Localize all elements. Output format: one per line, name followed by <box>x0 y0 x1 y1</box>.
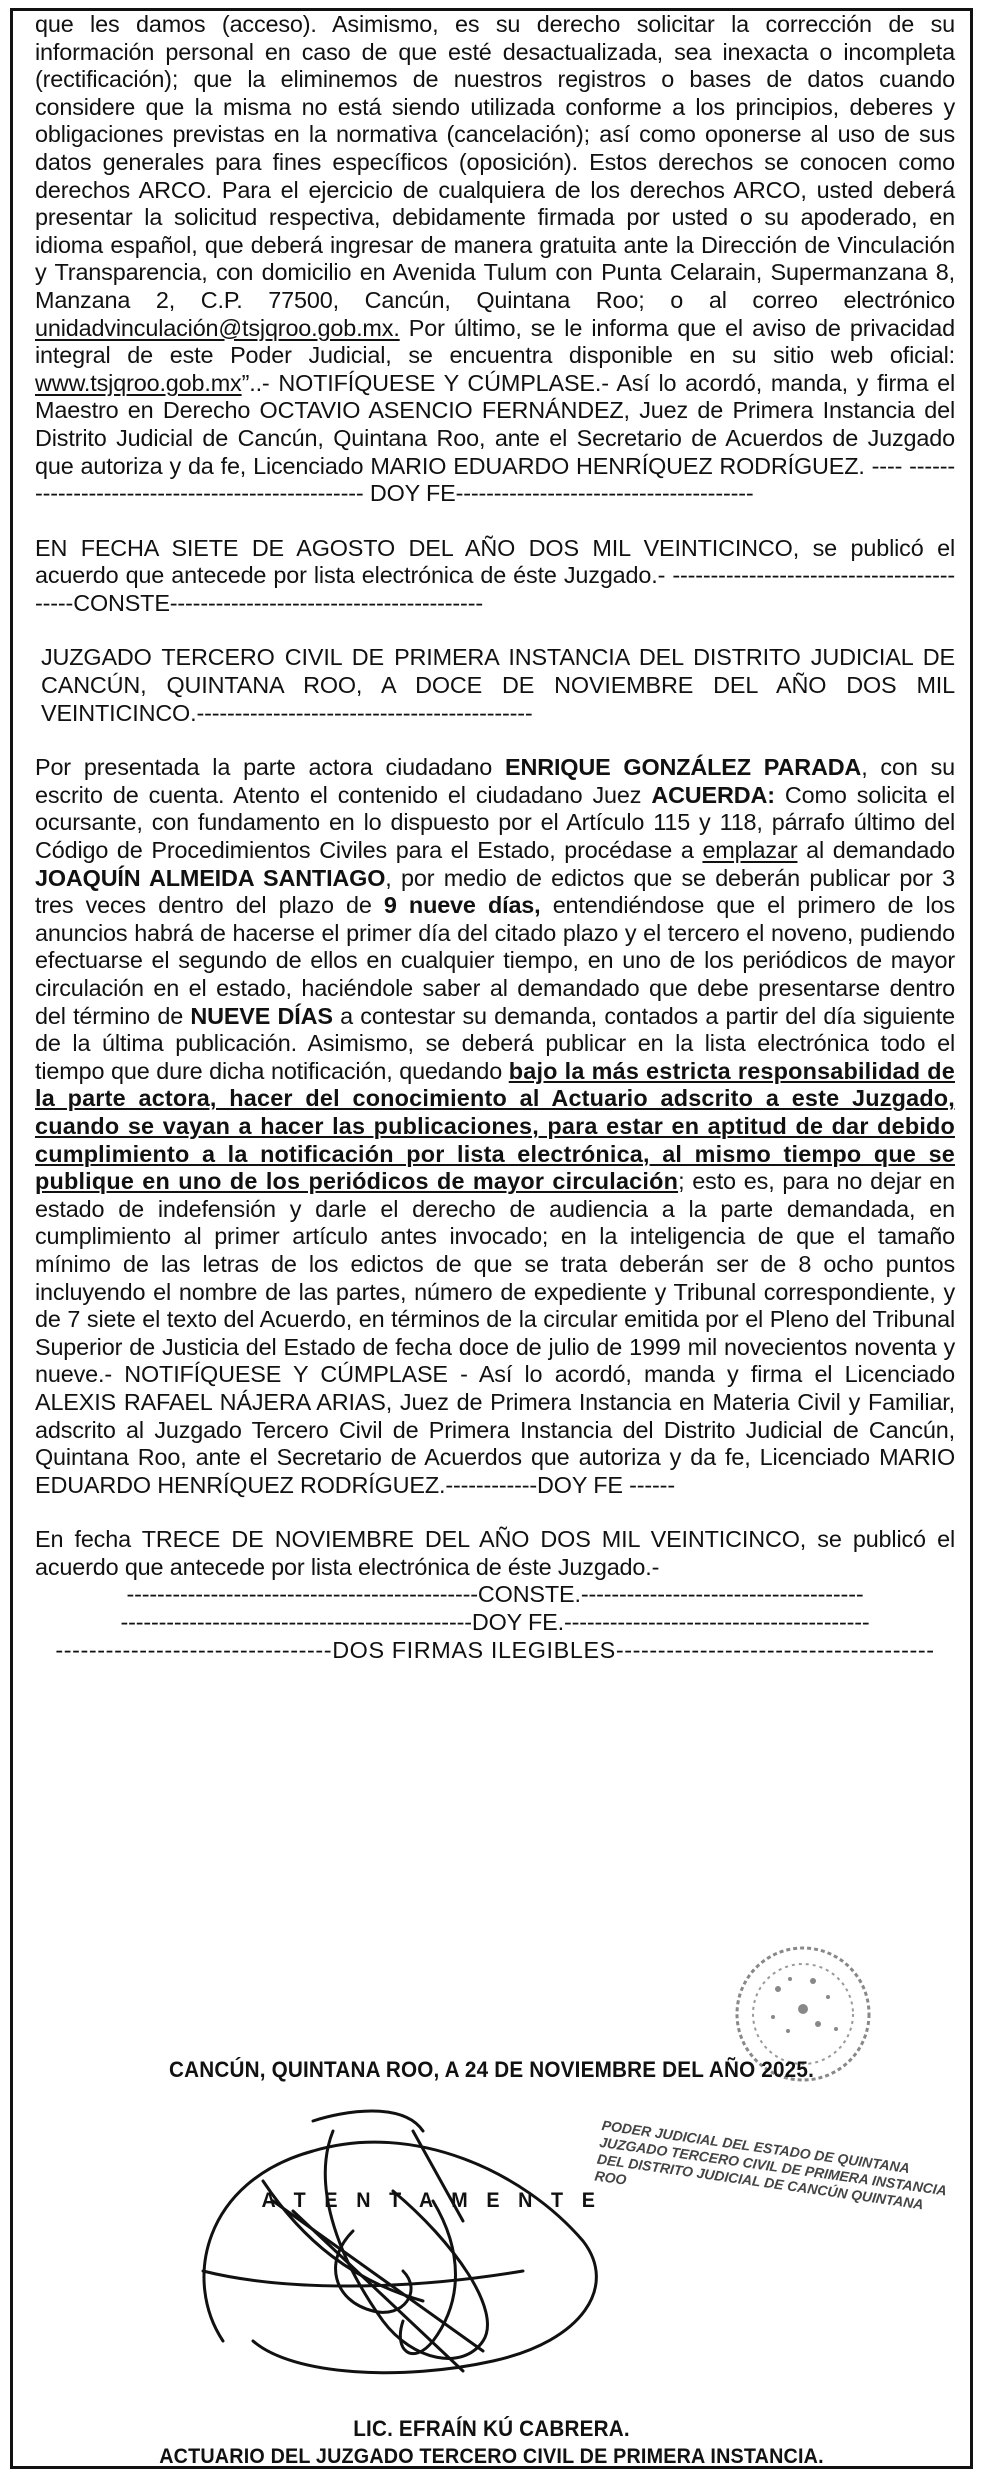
document-page <box>10 8 973 2469</box>
signature-icon <box>163 2091 633 2391</box>
paragraph-privacy: que les damos (acceso). Asimismo, es su derecho solicitar la corrección de su información personal en caso de que esté desactualizada, sea inexacta o incompleta (rectificación); que la eliminemos de nuestros registros o bases de datos cuando considere que la misma no está siendo utilizada conforme a los principios, deberes y obligaciones previstas en la normativa (cancelación); así como oponerse al uso de sus datos generales para fines específicos (oposición). Estos derechos se conocen como derechos ARCO. Para el ejercicio de cualquiera de los derechos ARCO, usted deberá presentar la solicitud respectiva, debidamente firmada por usted o su apoderado, en idioma español, que deberá ingresar de manera gratuita ante la Dirección de Vinculación y Transparencia, con domicilio en Avenida Tulum con Punta Celarain, Supermanzana 8, Manzana 2, C.P. 77500, Cancún, Quintana Roo; o al correo electrónico unidadvinculación@tsjqroo.gob.mx. Por último, se le informa que el aviso de privacidad integral de este Poder Judicial, se encuentra disponible en su sitio web oficial: www.tsjqroo.gob.mx”..- NOTIFÍQUESE Y CÚMPLASE.- Así lo acordó, manda, y firma el Maestro en Derecho OCTAVIO ASENCIO FERNÁNDEZ, Juez de Primera Instancia del Distrito Judicial de Cancún, Quintana Roo, ante el Secretario de Acuerdos de Juzgado que autoriza y da fe, Licenciado MARIO EDUARDO HENRÍQUEZ RODRÍGUEZ. ---- ------------------------------------------------- DOY FE--------------------------------------- <box>35 11 955 507</box>
doy-fe-line: ----------------------------------------------DOY FE.---------------------------------------- <box>120 1609 870 1636</box>
emplazar-word: emplazar <box>702 837 798 864</box>
defendant-name: JOAQUÍN ALMEIDA SANTIAGO <box>35 864 386 891</box>
actor-name: ENRIQUE GONZÁLEZ PARADA <box>505 754 862 781</box>
atentamente-label: A T E N T A M E N T E <box>261 2189 602 2212</box>
acuerda-label: ACUERDA: <box>651 781 775 808</box>
paragraph-court-heading: JUZGADO TERCERO CIVIL DE PRIMERA INSTANCIA DEL DISTRITO JUDICIAL DE CANCÚN, QUINTANA ROO, A DOCE DE NOVIEMBRE DEL AÑO DOS MIL VEINTICINCO.-------------------------------------------- <box>41 644 955 726</box>
responsibility-clause: bajo la más estricta responsabilidad de la parte actora, hacer del conocimiento al Actuario adscrito a este Juzgado, cuando se vayan a hacer las publicaciones, para estar en aptitud de dar debido cumplimiento a la notificación por lista electrónica, al mismo tiempo que se publique en uno de los periódicos de mayor circulación <box>35 1057 955 1195</box>
website-link[interactable]: www.tsjqroo.gob.mx <box>35 369 242 396</box>
court-stamp-text: PODER JUDICIAL DEL ESTADO DE QUINTANA JUZGADO TERCERO CIVIL DE PRIMERA INSTANCIA DEL DISTRITO JUDICIAL DE CANCÚN QUINTANA ROO <box>593 2117 948 2213</box>
firmas-line: ---------------------------------DOS FIRMAS ILEGIBLES-------------------------------------- <box>55 1636 935 1663</box>
paragraph-agreement: Por presentada la parte actora ciudadano ENRIQUE GONZÁLEZ PARADA, con su escrito de cuenta. Atento el contenido el ciudadano Juez ACUERDA: Como solicita el ocursante, con fundamento en lo dispuesto por el Artículo 115 y 118, párrafo último del Código de Procedimientos Civiles para el Estado, procédase a emplazar al demandado JOAQUÍN ALMEIDA SANTIAGO, por medio de edictos que se deberán publicar por 3 tres veces dentro del plazo de 9 nueve días, entendiéndose que el primero de los anuncios habrá de hacerse el primer día del citado plazo y el tercero el noveno, pudiendo efectuarse el segundo de ellos en cualquier tiempo, en uno de los periódicos de mayor circulación en el estado, haciéndole saber al demandado que debe presentarse dentro del término de NUEVE DÍAS a contestar su demanda, contados a partir del día siguiente de la última publicación. Asimismo, se deberá publicar en la lista electrónica todo el tiempo que dure dicha notificación, quedando bajo la más estricta responsabilidad de la parte actora, hacer del conocimiento al Actuario adscrito a este Juzgado, cuando se vayan a hacer las publicaciones, para estar en aptitud de dar debido cumplimiento a la notificación por lista electrónica, al mismo tiempo que se publique en uno de los periódicos de mayor circulación; esto es, para no dejar en estado de indefensión y darle el derecho de audiencia a la parte demandada, en cumplimiento al primer artículo antes invocado; en la inteligencia de que el tamaño mínimo de las letras de los edictos de que se trata deberán ser de 8 ocho puntos incluyendo el nombre de las partes, número de expediente y Tribunal correspondiente, y de 7 siete el texto del Acuerdo, en términos de la circular emitida por el Pleno del Tribunal Superior de Justicia del Estado de fecha doce de julio de 1999 mil novecientos noventa y nueve.- NOTIFÍQUESE Y CÚMPLASE - Así lo acordó, manda y firma el Licenciado ALEXIS RAFAEL NÁJERA ARIAS, Juez de Primera Instancia en Materia Civil y Familiar, adscrito al Juzgado Tercero Civil de Primera Instancia del Distrito Judicial de Cancún, Quintana Roo, ante el Secretario de Acuerdos que autoriza y da fe, Licenciado MARIO EDUARDO HENRÍQUEZ RODRÍGUEZ.------------DOY FE ------ <box>35 754 956 1498</box>
signer-name: LIC. EFRAÍN KÚ CABRERA. <box>353 2416 630 2441</box>
signer-title: ACTUARIO DEL JUZGADO TERCERO CIVIL DE PRIMERA INSTANCIA. <box>159 2445 824 2468</box>
conste-line: ----------------------------------------------CONSTE.------------------------------------- <box>126 1581 864 1608</box>
document-body <box>35 11 955 1664</box>
place-date-line: CANCÚN, QUINTANA ROO, A 24 DE NOVIEMBRE DEL AÑO 2025. <box>168 2057 815 2082</box>
plazo-text: 9 nueve días, <box>383 892 541 919</box>
paragraph-publication-1: EN FECHA SIETE DE AGOSTO DEL AÑO DOS MIL VEINTICINCO, se publicó el acuerdo que antecede por lista electrónica de éste Juzgado.- ------------------------------------------CONSTE----------------------------------------- <box>35 534 955 616</box>
email-link[interactable]: unidadvinculación@tsjqroo.gob.mx. <box>35 314 400 341</box>
paragraph-publication-2: En fecha TRECE DE NOVIEMBRE DEL AÑO DOS MIL VEINTICINCO, se publicó el acuerdo que antecede por lista electrónica de éste Juzgado.- <box>35 1526 955 1580</box>
nueve-dias-text: NUEVE DÍAS <box>190 1002 333 1029</box>
